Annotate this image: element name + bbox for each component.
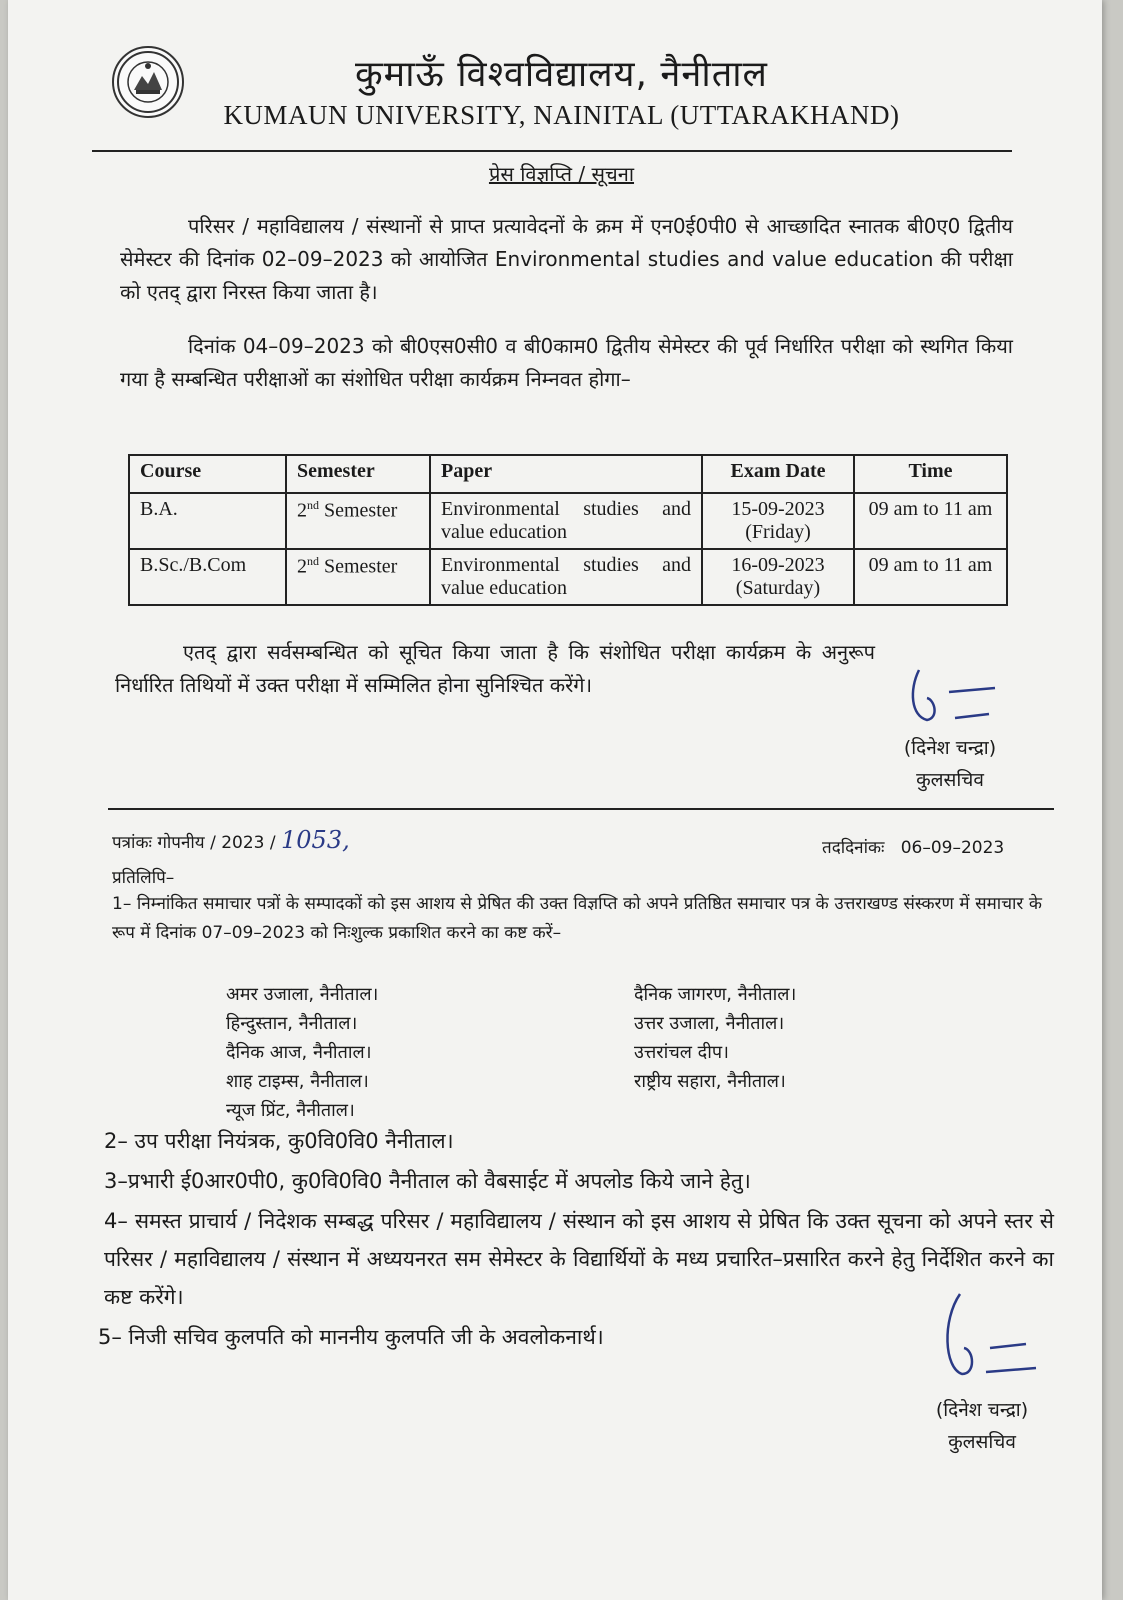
table-header-row <box>129 455 1007 493</box>
signatory-designation: कुलसचिव <box>948 1431 1016 1453</box>
newspaper-list-left <box>226 980 556 1125</box>
cell-time: 09 am to 11 am <box>854 549 1007 605</box>
cell-semester: 2nd Semester <box>286 493 430 549</box>
paragraph-postponement: दिनांक 04–09–2023 को बी0एस0सी0 व बी0काम0 द्वितीय सेमेस्टर की पूर्व निर्धारित परीक्षा को स्थगित किया गया है सम्बन्धित परीक्षाओं का संशोधित परीक्षा कार्यक्रम निम्नवत होगा– <box>120 334 1013 391</box>
signatory-designation: कुलसचिव <box>916 769 984 791</box>
paragraph-cancellation: परिसर / महाविद्यालय / संस्थानों से प्राप्त प्रत्यावेदनों के क्रम में एन0ई0पी0 से आच्छादित स्नातक बी0ए0 द्वितीय सेमेस्टर की दिनांक 02–09–2023 को आयोजित Environmental studies and value education की परीक्षा को एतद् द्वारा निरस्त किया जाता है। <box>120 214 1013 304</box>
list-item: उत्तरांचल दीप। <box>634 1042 729 1063</box>
column-header-exam-date: Exam Date <box>702 455 854 493</box>
signature-icon <box>940 1290 1040 1390</box>
copy-item-5: 5– निजी सचिव कुलपति को माननीय कुलपति जी के अवलोकनार्थ। <box>98 1325 604 1349</box>
university-title-hindi: कुमाऊँ विश्वविद्यालय, नैनीताल <box>355 54 768 95</box>
column-header-course: Course <box>129 455 286 493</box>
cell-paper: Environmental studies and value education <box>430 493 702 549</box>
paragraph-instruction: एतद् द्वारा सर्वसम्बन्धित को सूचित किया जाता है कि संशोधित परीक्षा कार्यक्रम के अनुरूप निर्धारित तिथियों में उक्त परीक्षा में सम्मिलित होना सुनिश्चित करेंगे। <box>115 640 875 697</box>
list-item: अमर उजाला, नैनीताल। <box>226 984 379 1005</box>
list-item: दैनिक आज, नैनीताल। <box>226 1042 372 1063</box>
signatory-name: (दिनेश चन्द्रा) <box>903 737 997 759</box>
cell-paper: Environmental studies and value education <box>430 549 702 605</box>
reference-date: तददिनांकः 06–09–2023 <box>822 838 1005 858</box>
revised-exam-schedule-table <box>128 454 1008 606</box>
cell-time: 09 am to 11 am <box>854 493 1007 549</box>
signatory-name: (दिनेश चन्द्रा) <box>935 1399 1029 1421</box>
signature-icon <box>905 660 1005 730</box>
cell-course: B.A. <box>129 493 286 549</box>
signature-block-top <box>880 732 1020 796</box>
column-header-paper: Paper <box>430 455 702 493</box>
column-header-time: Time <box>854 455 1007 493</box>
university-title-english: KUMAUN UNIVERSITY, NAINITAL (UTTARAKHAND) <box>223 100 900 130</box>
list-item: शाह टाइम्स, नैनीताल। <box>226 1071 369 1092</box>
copy-item-3: 3–प्रभारी ई0आर0पी0, कु0वि0वि0 नैनीताल को वैबसाईट में अपलोड किये जाने हेतु। <box>104 1169 751 1193</box>
list-item: दैनिक जागरण, नैनीताल। <box>634 984 797 1005</box>
newspaper-list-right <box>634 980 964 1096</box>
reference-number-handwritten: 1053, <box>281 826 350 854</box>
cell-exam-date: 16-09-2023 (Saturday) <box>702 549 854 605</box>
notice-heading: प्रेस विज्ञप्ति / सूचना <box>488 162 635 186</box>
list-item: हिन्दुस्तान, नैनीताल। <box>226 1013 358 1034</box>
table-row <box>129 493 1007 549</box>
cell-exam-date: 15-09-2023 (Friday) <box>702 493 854 549</box>
list-item: राष्ट्रीय सहारा, नैनीताल। <box>634 1071 786 1092</box>
reference-line <box>112 826 562 858</box>
list-item: न्यूज प्रिंट, नैनीताल। <box>226 1100 355 1121</box>
column-header-semester: Semester <box>286 455 430 493</box>
signature-block-bottom <box>912 1394 1052 1458</box>
reference-number-label: पत्रांकः गोपनीय / 2023 / <box>112 833 276 853</box>
list-item: उत्तर उजाला, नैनीताल। <box>634 1013 785 1034</box>
copy-label: प्रतिलिपि– <box>112 868 175 888</box>
copy-item-4: 4– समस्त प्राचार्य / निदेशक सम्बद्ध परिसर / महाविद्यालय / संस्थान को इस आशय से प्रेषित कि उक्त सूचना को अपने स्तर से परिसर / महाविद्यालय / संस्थान में अध्ययनरत सम सेमेस्टर के विद्यार्थियों के मध्य प्रचारित–प्रसारित करने हेतु निर्देशित करने का कष्ट करेंगे। <box>104 1209 1054 1309</box>
copy-item-1: 1– निम्नांकित समाचार पत्रों के सम्पादकों को इस आशय से प्रेषित की उक्त विज्ञप्ति को अपने प्रतिष्ठित समाचार पत्र के उत्तराखण्ड संस्करण में समाचार के रूप में दिनांक 07–09–2023 को निःशुल्क प्रकाशित करने का कष्ट करें– <box>112 894 1042 943</box>
section-divider <box>108 808 1054 810</box>
cell-course: B.Sc./B.Com <box>129 549 286 605</box>
header-divider <box>92 150 1012 152</box>
copy-item-2: 2– उप परीक्षा नियंत्रक, कु0वि0वि0 नैनीताल। <box>104 1129 454 1153</box>
table-row <box>129 549 1007 605</box>
cell-semester: 2nd Semester <box>286 549 430 605</box>
